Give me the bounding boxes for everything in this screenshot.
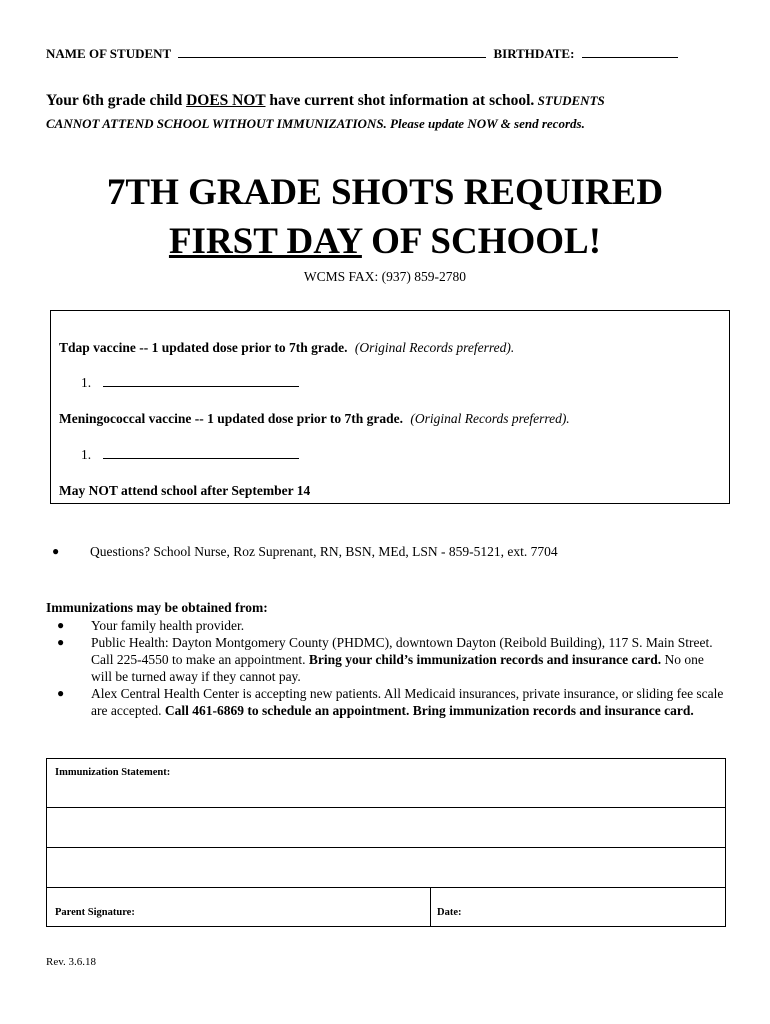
notice-tail: STUDENTS xyxy=(534,93,605,108)
tdap-text: Tdap vaccine -- 1 updated dose prior to 7th grade. xyxy=(59,340,348,355)
birthdate-field[interactable] xyxy=(582,46,678,58)
name-of-student-field[interactable] xyxy=(178,46,486,58)
tdap-note: (Original Records preferred). xyxy=(354,340,515,355)
bullet-icon: ● xyxy=(57,686,65,700)
immunization-statement-table xyxy=(46,758,726,927)
notice-start: Your 6th grade child xyxy=(46,92,187,109)
bullet-icon: ● xyxy=(52,544,60,558)
obtain-list xyxy=(57,617,727,719)
meningococcal-requirement xyxy=(59,411,570,427)
notice-end: have current shot information at school. xyxy=(265,92,535,109)
table-divider xyxy=(47,847,725,848)
title-line-1: 7TH GRADE SHOTS REQUIRED xyxy=(106,172,664,213)
notice-emphasis: DOES NOT xyxy=(186,92,266,109)
notice-line-1 xyxy=(46,92,736,110)
table-column-divider xyxy=(430,887,431,927)
attendance-deadline: May NOT attend school after September 14 xyxy=(59,483,311,498)
tdap-date-field[interactable] xyxy=(103,375,299,387)
tdap-entry xyxy=(81,375,299,391)
student-info-line xyxy=(46,46,726,62)
list-item xyxy=(57,685,727,719)
immunization-statement-label: Immunization Statement: xyxy=(55,767,171,778)
page-title xyxy=(0,168,770,266)
table-divider xyxy=(47,887,725,888)
date-field[interactable]: Date: xyxy=(437,907,462,918)
tdap-requirement xyxy=(59,340,514,356)
parent-signature-field[interactable]: Parent Signature: xyxy=(55,907,135,918)
name-of-student-label: NAME OF STUDENT xyxy=(46,46,171,61)
notice-line-2: CANNOT ATTEND SCHOOL WITHOUT IMMUNIZATIONS. Please update NOW & send records. xyxy=(46,116,585,131)
title-underlined: FIRST DAY xyxy=(168,221,362,262)
bullet-icon: ● xyxy=(57,635,65,649)
item-public-health: Public Health: Dayton Montgomery County (PHDMC), downtown Dayton (Reibold Building), 117 S. Main Street. Call 225-4550 to make an appointment. xyxy=(91,635,713,667)
tdap-number: 1. xyxy=(81,375,92,390)
item-family-provider: Your family health provider. xyxy=(91,618,245,633)
item-public-health-bold: Bring your child’s immunization records and insurance card. xyxy=(308,652,662,667)
meningococcal-text: Meningococcal vaccine -- 1 updated dose prior to 7th grade. xyxy=(59,411,403,426)
questions-text: Questions? School Nurse, Roz Suprenant, RN, BSN, MEd, LSN - 859-5121, ext. 7704 xyxy=(90,544,558,559)
item-alex-central-bold: Call 461-6869 to schedule an appointment. Bring immunization records and insurance card. xyxy=(164,703,694,718)
item-public-health-end: No one will be turned away if they cannot pay. xyxy=(91,652,704,684)
fax-number: WCMS FAX: (937) 859-2780 xyxy=(303,269,467,284)
birthdate-label: BIRTHDATE: xyxy=(493,46,575,61)
table-divider xyxy=(47,807,725,808)
meningococcal-note: (Original Records preferred). xyxy=(410,411,570,426)
vaccine-requirements-box xyxy=(50,310,730,504)
list-item xyxy=(57,617,727,634)
revision-label: Rev. 3.6.18 xyxy=(46,956,97,968)
meningococcal-entry xyxy=(81,447,299,463)
obtain-title: Immunizations may be obtained from: xyxy=(46,600,268,615)
title-line-2 xyxy=(0,217,770,266)
meningococcal-number: 1. xyxy=(81,447,92,462)
title-rest: OF SCHOOL! xyxy=(361,221,602,262)
list-item xyxy=(57,634,727,685)
meningococcal-date-field[interactable] xyxy=(103,447,299,459)
bullet-icon: ● xyxy=(57,618,65,632)
item-alex-central: Alex Central Health Center is accepting new patients. All Medicaid insurances, private insurance, or sliding fee scale are accepted. xyxy=(91,686,724,718)
